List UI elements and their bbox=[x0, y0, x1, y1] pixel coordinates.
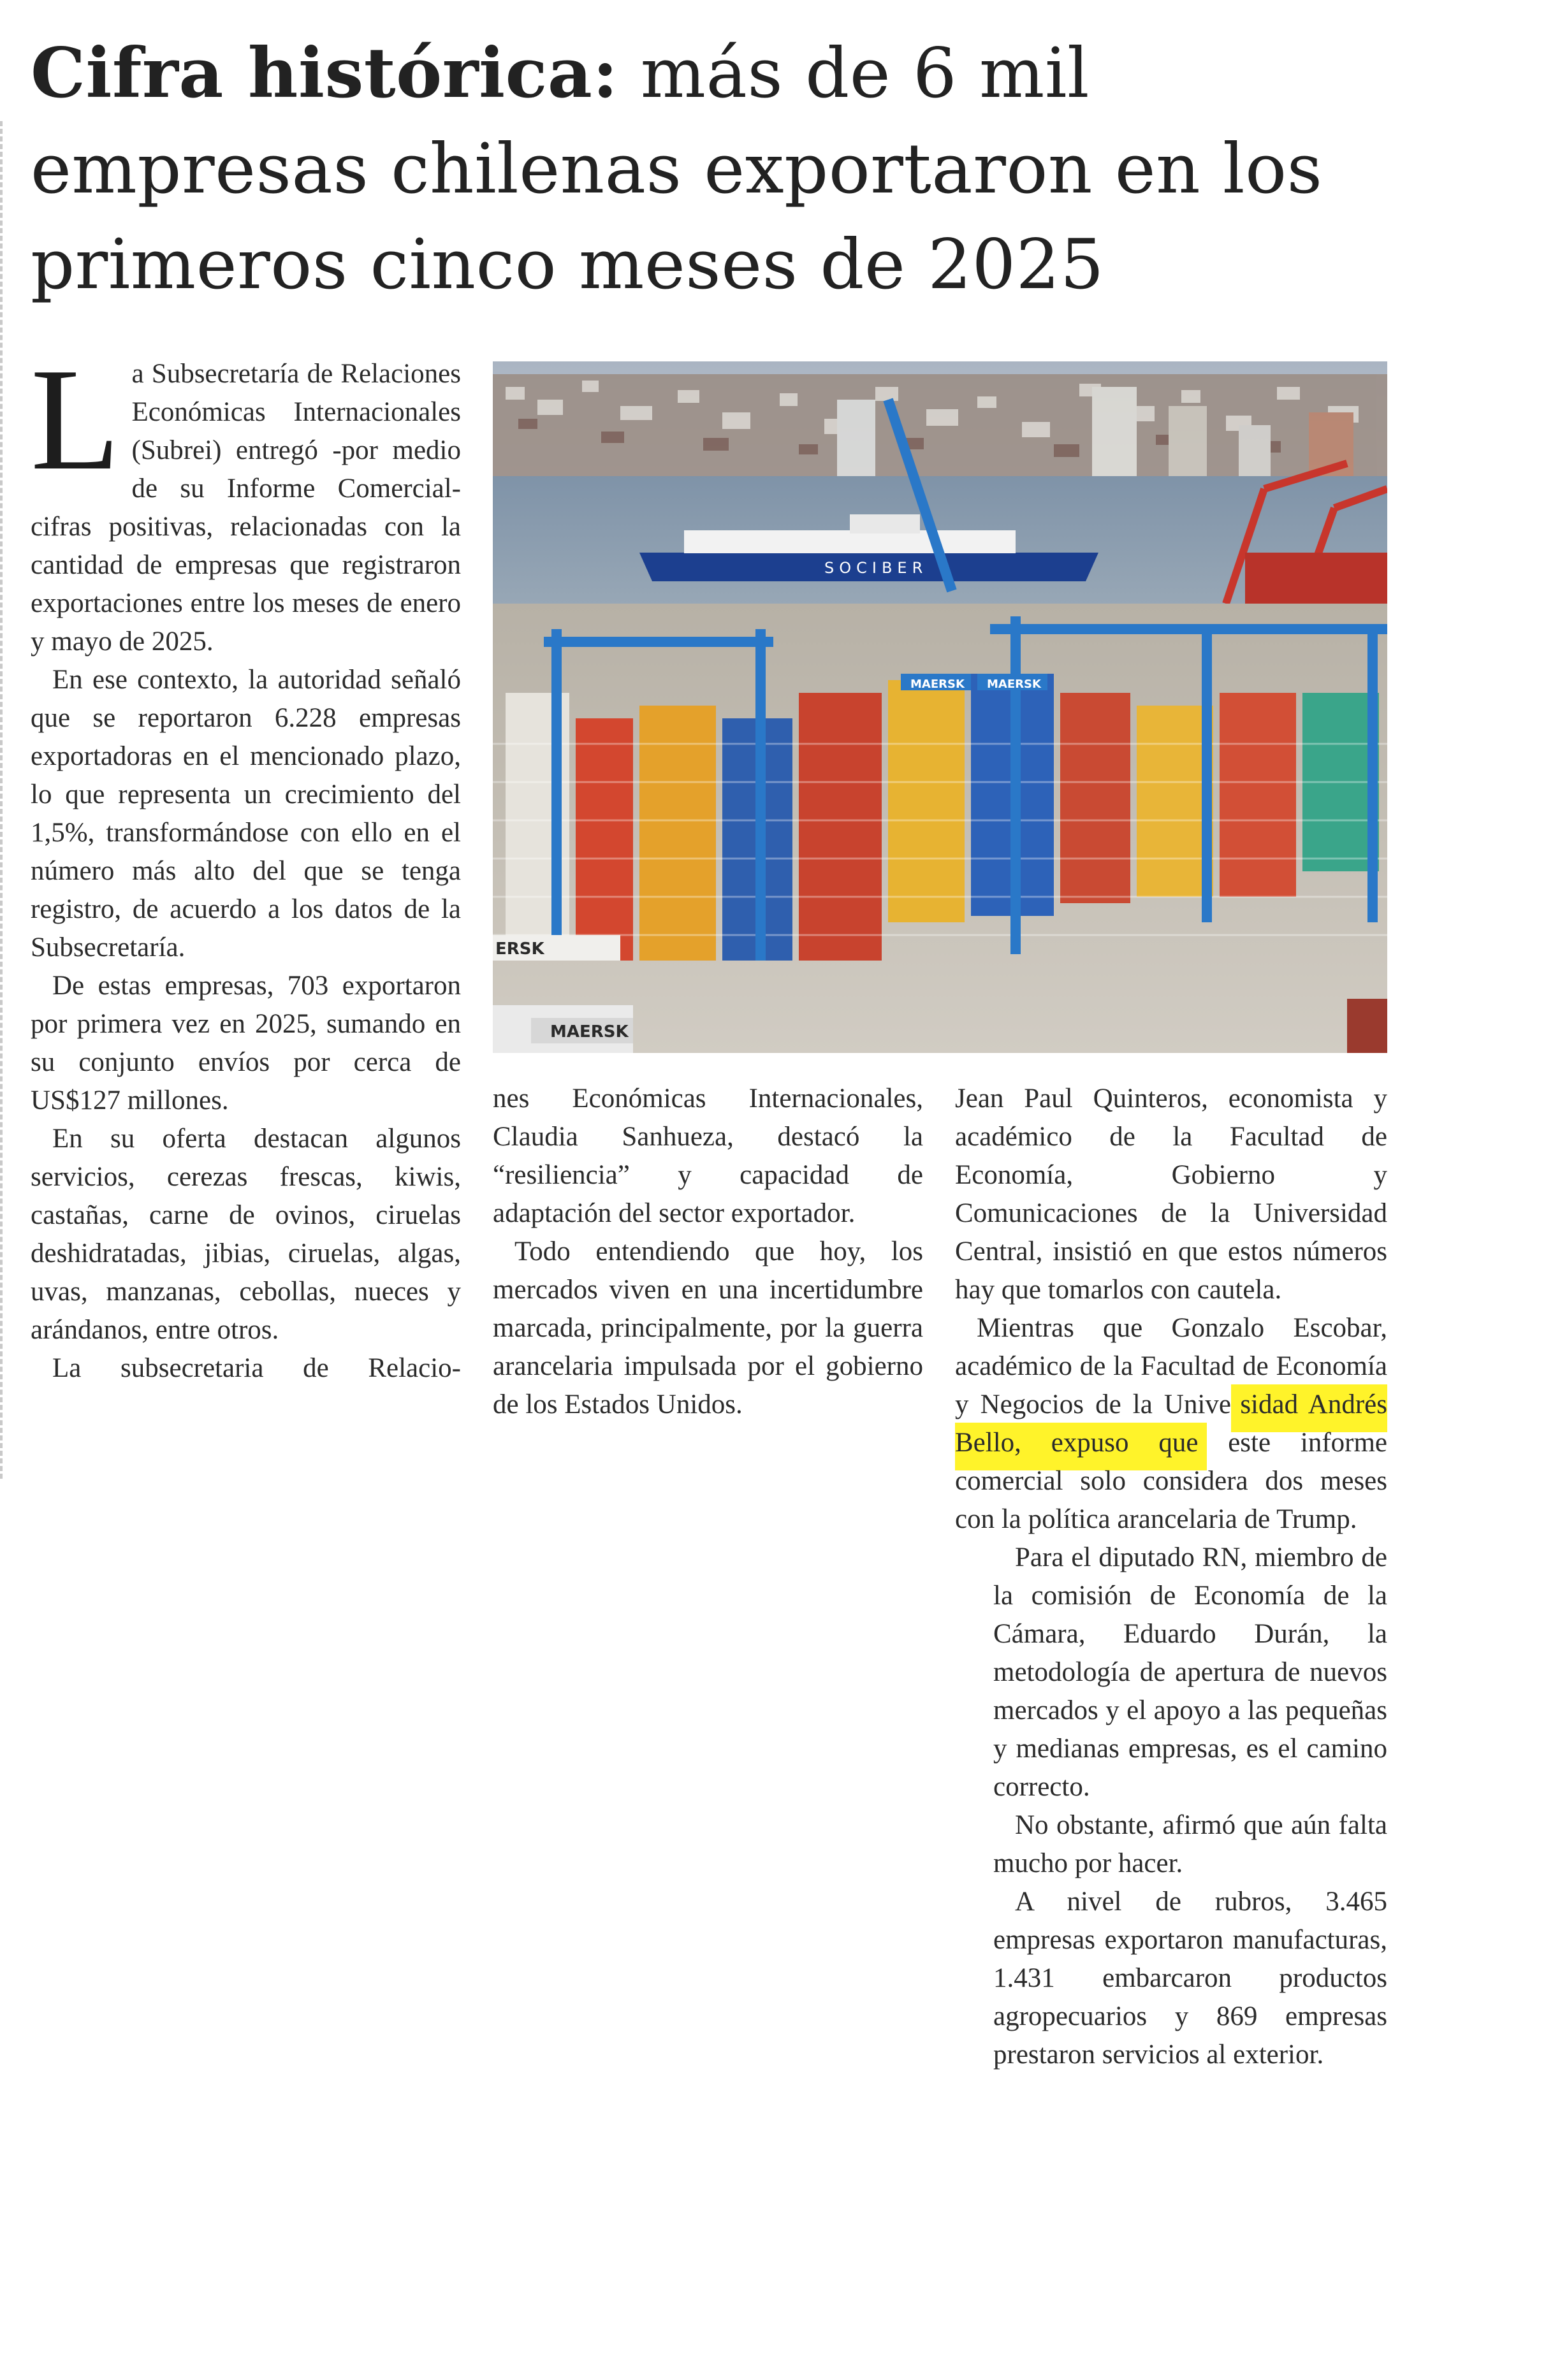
maersk-fragment: ERSK bbox=[495, 940, 544, 959]
col3-p2-after: este informe comercial solo considera dos meses con la política arancelaria de Trump. bbox=[955, 1428, 1387, 1534]
col3-p2-before: Mientras que Gonzalo Escobar, académico de la Facultad de Economía y Negocios de la Univer bbox=[955, 1313, 1387, 1419]
col3-p1: Jean Paul Quinteros, economista y académico de la Facultad de Economía, Gobierno y Comunicaciones de la Universidad Central, insistió en que estos números hay que tomarlos con cautela. bbox=[955, 1084, 1387, 1305]
dropcap: L bbox=[31, 338, 120, 500]
col1-p3: De estas empresas, 703 exportaron por primera vez en 2025, sumando en su conjunto envíos por cerca de US$127 millones. bbox=[31, 971, 461, 1115]
maersk-foreground: MAERSK bbox=[550, 1022, 629, 1041]
ship-name: SOCIBER bbox=[824, 559, 928, 577]
col2-p2: Todo entendiendo que hoy, los mercados viven en una incertidumbre marcada, principalmente, por la guerra arancelaria impulsada por el gobierno de los Estados Unidos. bbox=[493, 1237, 923, 1419]
col3-p2 bbox=[955, 1309, 1387, 1539]
page-edge-dashes bbox=[0, 121, 6, 1479]
col1-p4: En su oferta destacan algunos servicios, cerezas frescas, kiwis, castañas, carne de ovinos, ciruelas deshidratadas, jibias, ciruelas, algas, uvas, manzanas, cebollas, nueces y arándanos, entre otros. bbox=[31, 1124, 461, 1345]
col3-p4: No obstante, afirmó que aún falta mucho por hacer. bbox=[993, 1810, 1387, 1878]
col3-p5: A nivel de rubros, 3.465 empresas exportaron manufacturas, 1.431 embarcaron productos agropecuarios y 869 empresas prestaron servicios al exterior. bbox=[993, 1887, 1387, 2070]
headline-bold: Cifra histórica: bbox=[31, 33, 618, 113]
headline-rest: más de 6 mil empresas chilenas exportaron en los primeros cinco meses de 2025 bbox=[31, 34, 1323, 305]
col3-p3: Para el diputado RN, miembro de la comisión de Economía de la Cámara, Eduardo Durán, la metodología de apertura de nuevos mercados y el apoyo a las pequeñas y medianas empresas, es el camino correcto. bbox=[993, 1542, 1387, 1802]
column-2 bbox=[493, 1080, 923, 1424]
col1-p5: La subsecretaria de Relacio- bbox=[52, 1353, 461, 1383]
port-photo bbox=[493, 361, 1387, 1053]
col2-p1: nes Económicas Internacionales, Claudia Sanhueza, destacó la “resiliencia” y capacidad de adaptación del sector exportador. bbox=[493, 1084, 923, 1228]
column-3 bbox=[955, 1080, 1387, 2074]
col1-p2: En ese contexto, la autoridad señaló que se reportaron 6.228 empresas exportadoras en el mencionado plazo, lo que representa un crecimiento del 1,5%, transformándose con ello en el número más alto del que se tenga registro, de acuerdo a los datos de la Subsecretaría. bbox=[31, 665, 461, 962]
maersk-label-1: MAERSK bbox=[910, 678, 965, 691]
headline bbox=[31, 25, 1420, 313]
highlighted-text: sidad Andrés Bello, expuso que bbox=[955, 1390, 1387, 1458]
column-1 bbox=[31, 338, 461, 1388]
maersk-label-2: MAERSK bbox=[987, 678, 1041, 691]
col1-p1: a Subsecretaría de Relaciones Económicas Internacionales (Subrei) entregó -por medio de su Informe Comercial- cifras positivas, relacionadas con la cantidad de empresas que registraron exportaciones entre los meses de enero y mayo de 2025. bbox=[31, 359, 461, 657]
